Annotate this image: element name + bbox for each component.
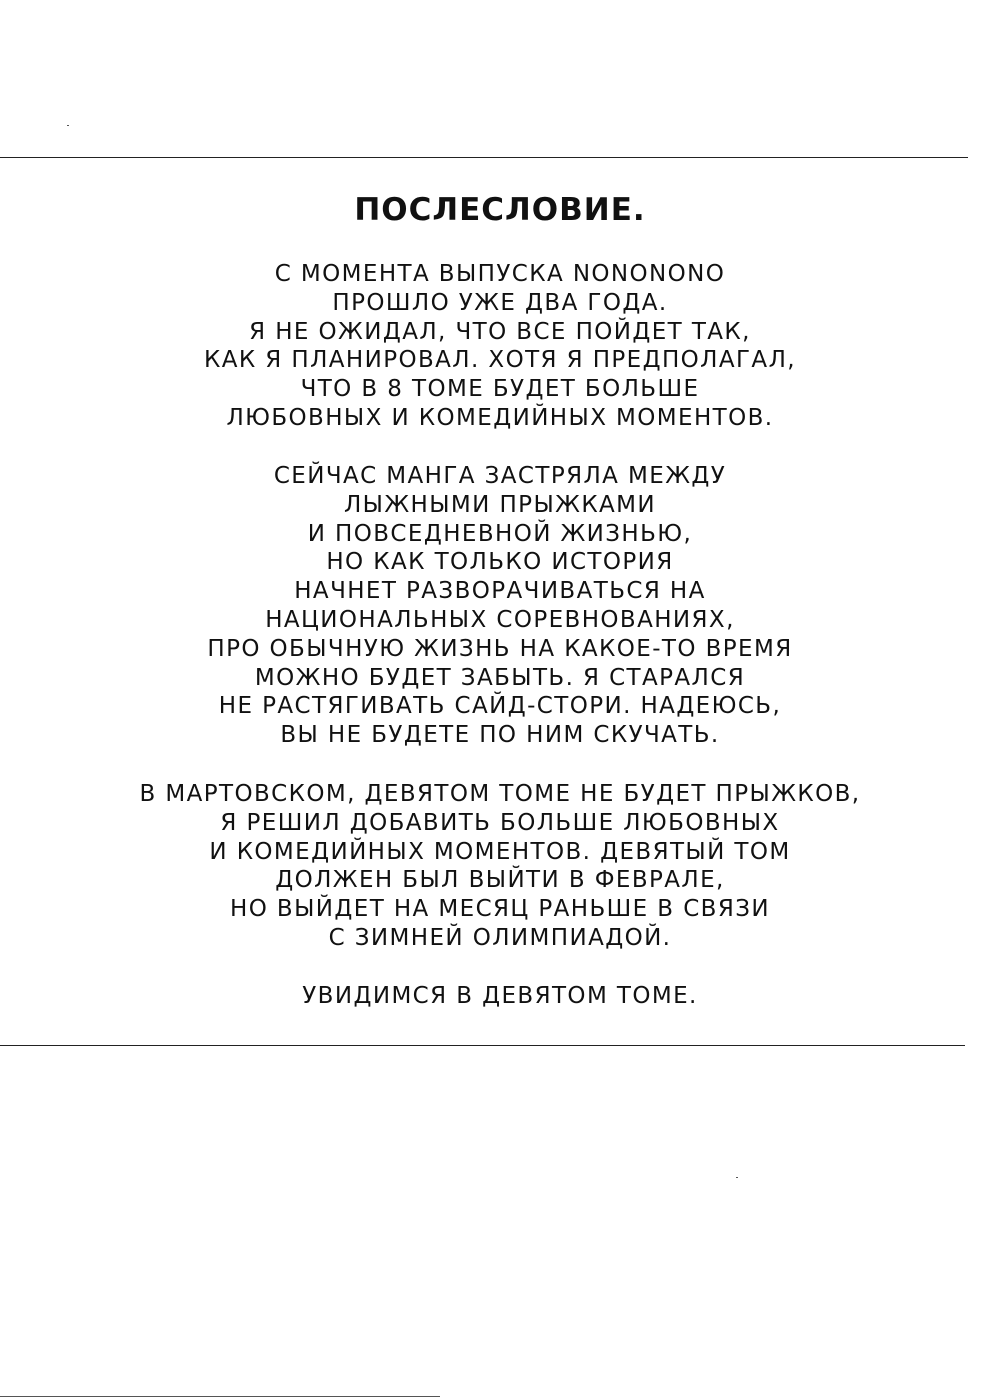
bottom-divider <box>0 1045 965 1046</box>
top-divider <box>0 157 968 158</box>
text-line: ПРОШЛО УЖЕ ДВА ГОДА. <box>332 289 668 316</box>
closing-line <box>0 982 1000 1011</box>
text-line: УВИДИМСЯ В ДЕВЯТОМ ТОМЕ. <box>302 983 698 1009</box>
text-line: СЕЙЧАС МАНГА ЗАСТРЯЛА МЕЖДУ <box>273 463 727 489</box>
text-line: ЛЫЖНЫМИ ПРЫЖКАМИ <box>343 491 657 518</box>
text-line: ДОЛЖЕН БЫЛ ВЫЙТИ В ФЕВРАЛЕ, <box>275 867 725 894</box>
scan-speck <box>736 1177 738 1178</box>
page-title: ПОСЛЕСЛОВИЕ. <box>354 192 646 228</box>
page-edge-line <box>0 1396 440 1397</box>
text-line: НЕ РАСТЯГИВАТЬ САЙД-СТОРИ. НАДЕЮСЬ, <box>218 693 782 720</box>
text-line: НО ВЫЙДЕТ НА МЕСЯЦ РАНЬШЕ В СВЯЗИ <box>230 896 770 923</box>
scan-speck <box>67 125 69 126</box>
text-line: В МАРТОВСКОМ, ДЕВЯТОМ ТОМЕ НЕ БУДЕТ ПРЫЖКОВ, <box>139 781 861 807</box>
text-line: МОЖНО БУДЕТ ЗАБЫТЬ. Я СТАРАЛСЯ <box>254 664 746 691</box>
text-line: ВЫ НЕ БУДЕТЕ ПО НИМ СКУЧАТЬ. <box>280 722 720 749</box>
paragraph-2 <box>0 462 1000 750</box>
text-line: Я РЕШИЛ ДОБАВИТЬ БОЛЬШЕ ЛЮБОВНЫХ <box>220 809 780 836</box>
text-line: С ЗИМНЕЙ ОЛИМПИАДОЙ. <box>328 924 672 951</box>
text-line: ПРО ОБЫЧНУЮ ЖИЗНЬ НА КАКОЕ-ТО ВРЕМЯ <box>207 635 793 662</box>
text-line: С МОМЕНТА ВЫПУСКА NONONONO <box>274 261 726 287</box>
text-line: НАЦИОНАЛЬНЫХ СОРЕВНОВАНИЯХ, <box>265 606 735 633</box>
text-line: И ПОВСЕДНЕВНОЙ ЖИЗНЬЮ, <box>307 520 693 547</box>
paragraph-1 <box>0 260 1000 433</box>
paragraph-3 <box>0 780 1000 953</box>
text-line: ЧТО В 8 ТОМЕ БУДЕТ БОЛЬШЕ <box>300 376 700 403</box>
text-line: Я НЕ ОЖИДАЛ, ЧТО ВСЕ ПОЙДЕТ ТАК, <box>249 318 751 345</box>
text-line: НАЧНЕТ РАЗВОРАЧИВАТЬСЯ НА <box>294 578 706 605</box>
text-line: И КОМЕДИЙНЫХ МОМЕНТОВ. ДЕВЯТЫЙ ТОМ <box>209 838 791 865</box>
text-line: КАК Я ПЛАНИРОВАЛ. ХОТЯ Я ПРЕДПОЛАГАЛ, <box>204 347 796 374</box>
text-line: ЛЮБОВНЫХ И КОМЕДИЙНЫХ МОМЕНТОВ. <box>226 404 774 431</box>
text-line: НО КАК ТОЛЬКО ИСТОРИЯ <box>326 549 674 576</box>
